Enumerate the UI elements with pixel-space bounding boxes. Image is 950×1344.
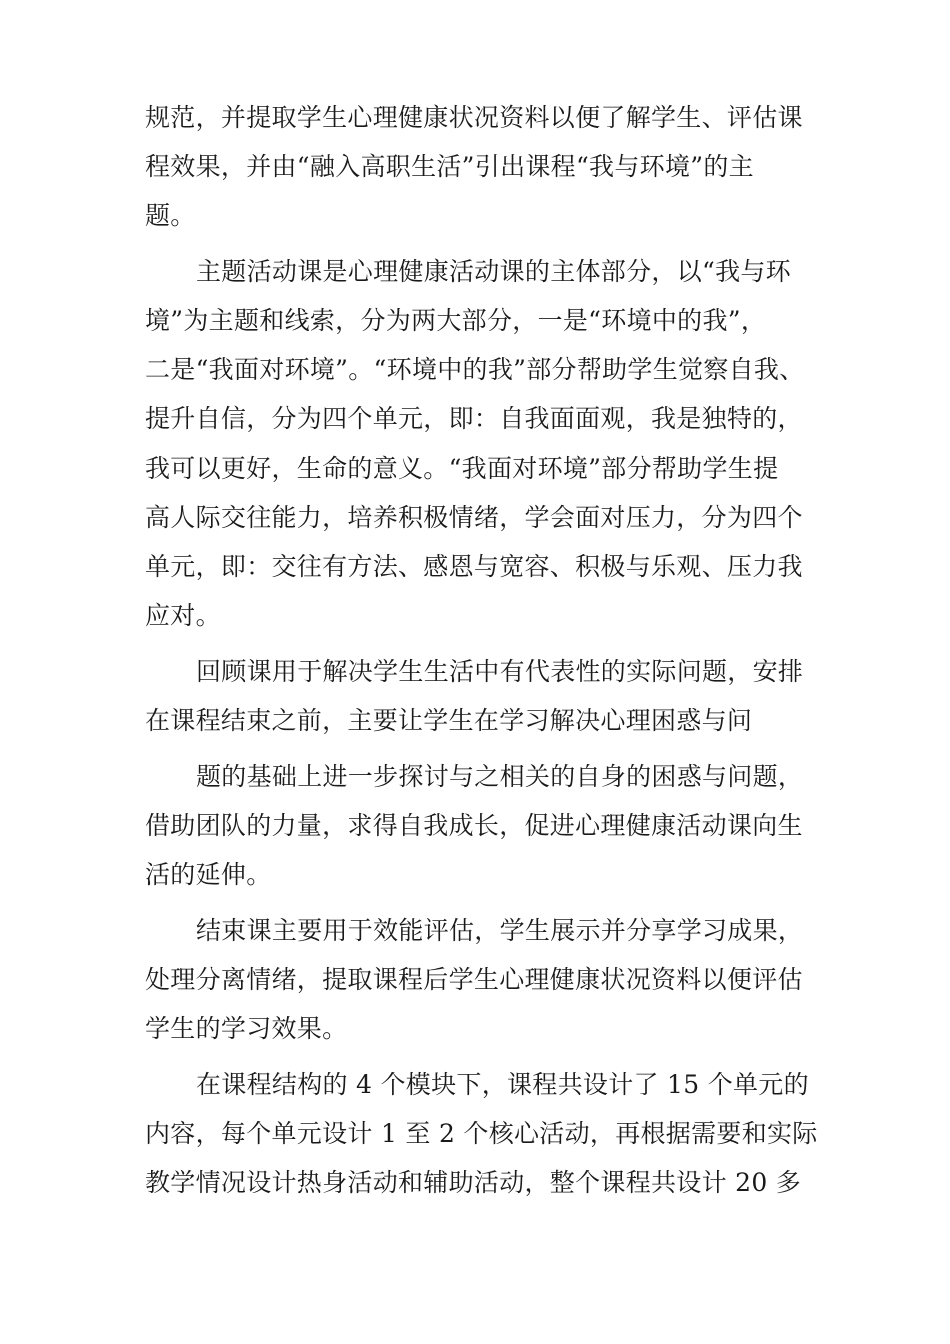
paragraph-first-line: 结束课主要用于效能评估，学生展示并分享学习成果， bbox=[196, 916, 804, 945]
text-line: 境”为主题和线索，分为两大部分，一是“环境中的我”， bbox=[145, 306, 767, 335]
paragraph-first-line: 主题活动课是心理健康活动课的主体部分，以“我与环 bbox=[196, 257, 791, 286]
paragraph-first-line: 在课程结构的 4 个模块下，课程共设计了 15 个单元的 bbox=[196, 1070, 809, 1099]
text-line: 高人际交往能力，培养积极情绪，学会面对压力，分为四个 bbox=[145, 503, 803, 532]
text-line: 处理分离情绪，提取课程后学生心理健康状况资料以便评估 bbox=[145, 965, 803, 994]
text-line: 规范，并提取学生心理健康状况资料以便了解学生、评估课 bbox=[145, 103, 803, 132]
text-line: 单元，即：交往有方法、感恩与宽容、积极与乐观、压力我 bbox=[145, 552, 803, 581]
text-line: 应对。 bbox=[145, 601, 221, 630]
text-line: 程效果，并由“融入高职生活”引出课程“我与环境”的主 bbox=[145, 152, 754, 181]
paragraph-first-line: 回顾课用于解决学生生活中有代表性的实际问题，安排 bbox=[196, 657, 804, 686]
text-line: 教学情况设计热身活动和辅助活动，整个课程共设计 20 多 bbox=[145, 1168, 802, 1197]
text-line: 我可以更好，生命的意义。“我面对环境”部分帮助学生提 bbox=[145, 454, 779, 483]
text-line: 二是“我面对环境”。“环境中的我”部分帮助学生觉察自我、 bbox=[145, 355, 805, 384]
text-line: 在课程结束之前，主要让学生在学习解决心理困惑与问 bbox=[145, 706, 753, 735]
text-line: 提升自信，分为四个单元，即：自我面面观，我是独特的， bbox=[145, 404, 803, 433]
text-line: 题。 bbox=[145, 201, 196, 230]
paragraph-first-line: 题的基础上进一步探讨与之相关的自身的困惑与问题， bbox=[196, 762, 804, 791]
text-line: 内容，每个单元设计 1 至 2 个核心活动，再根据需要和实际 bbox=[145, 1119, 818, 1148]
text-line: 学生的学习效果。 bbox=[145, 1014, 348, 1043]
text-line: 活的延伸。 bbox=[145, 860, 272, 889]
text-line: 借助团队的力量，求得自我成长，促进心理健康活动课向生 bbox=[145, 811, 803, 840]
